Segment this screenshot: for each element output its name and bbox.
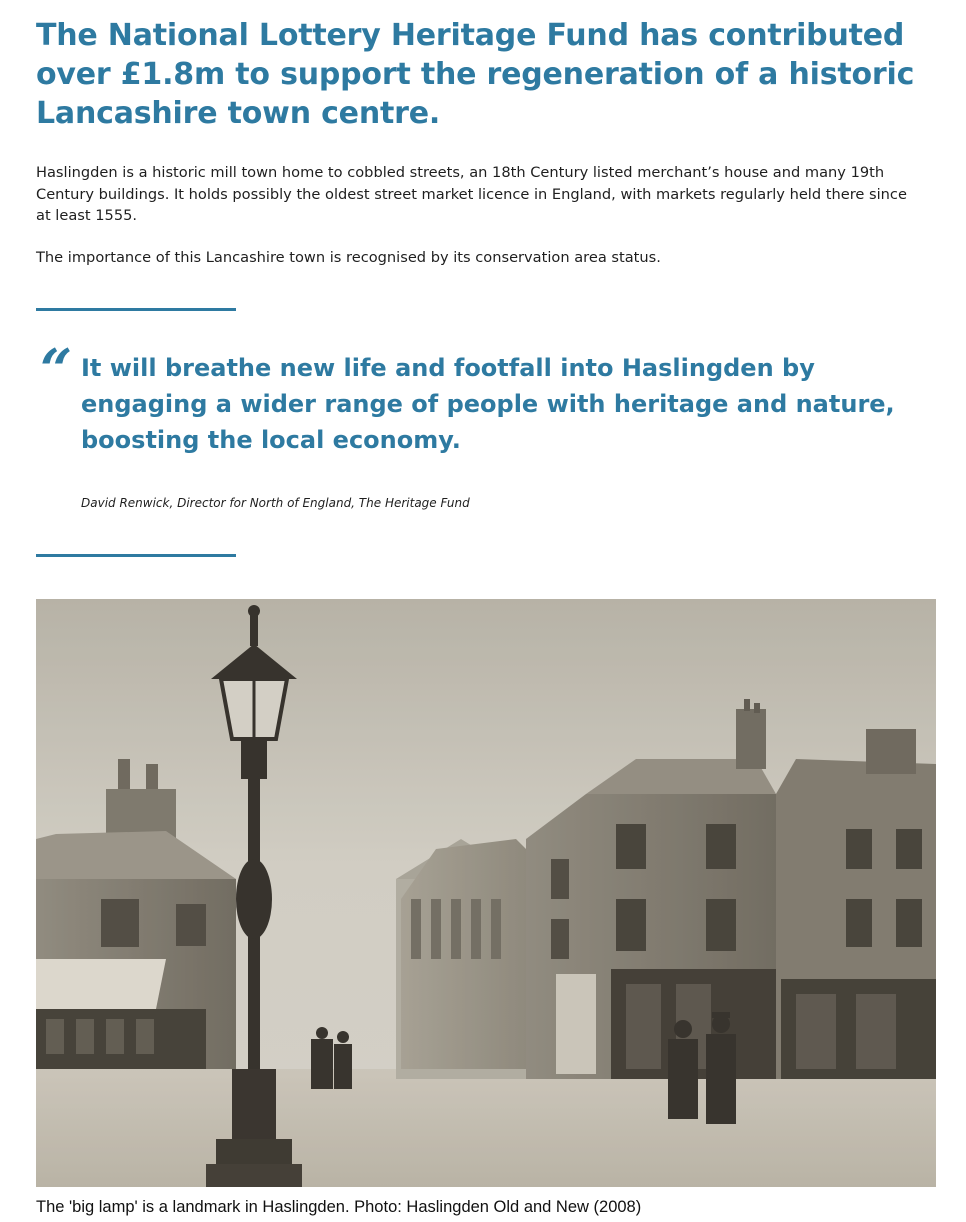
historic-street-photo — [36, 599, 936, 1187]
article — [36, 0, 936, 1216]
divider-bottom — [36, 554, 236, 557]
quote-text: It will breathe new life and footfall into Haslingden by engaging a wider range of people with heritage and nature, boosting the local economy. — [81, 354, 895, 454]
article-paragraph-conservation: The importance of this Lancashire town is recognised by its conservation area status. — [36, 249, 661, 266]
quote-mark-icon: “ — [40, 337, 73, 403]
photo-illustration — [36, 599, 936, 1187]
article-headline: The National Lottery Heritage Fund has contributed over £1.8m to support the regeneration of a historic Lancashire town centre. — [36, 18, 915, 131]
divider-top — [36, 308, 236, 311]
quote-citation: David Renwick, Director for North of England, The Heritage Fund — [81, 496, 470, 510]
photo-caption: The 'big lamp' is a landmark in Haslingden. Photo: Haslingden Old and New (2008) — [36, 1198, 642, 1216]
article-paragraph-intro: Haslingden is a historic mill town home to cobbled streets, an 18th Century listed merchant’s house and many 19th Century buildings. It holds possibly the oldest street market licence in England, with markets regularly held there since at least 1555. — [36, 164, 907, 224]
